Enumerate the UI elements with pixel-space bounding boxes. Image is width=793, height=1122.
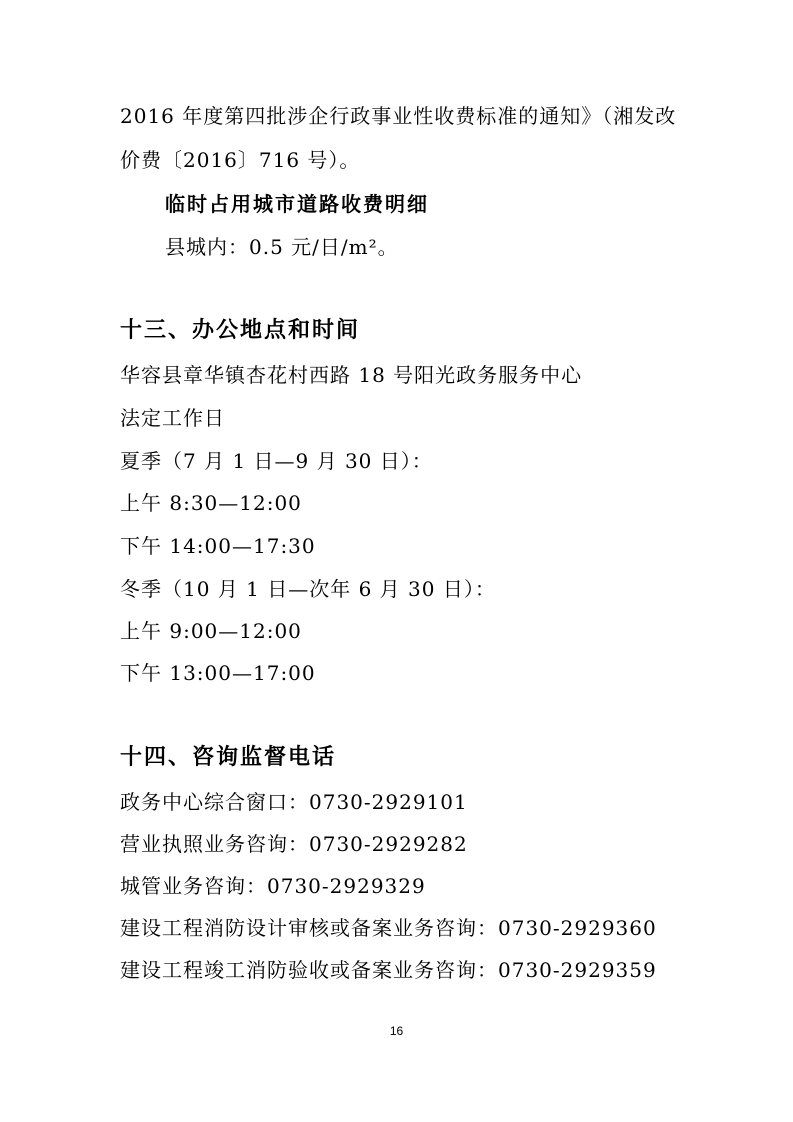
phone-line: 政务中心综合窗口：0730-2929101 [120, 790, 468, 814]
phone-line: 营业执照业务咨询：0730-2929282 [120, 832, 468, 856]
section-13-heading: 十三、办公地点和时间 [120, 318, 361, 343]
winter-afternoon-hours: 下午 13:00—17:00 [120, 661, 316, 685]
intro-line-2: 价费〔2016〕716 号）。 [120, 148, 361, 172]
fee-detail-item: 县城内：0.5 元/日/m²。 [165, 235, 399, 259]
phone-line: 建设工程消防设计审核或备案业务咨询：0730-2929360 [120, 916, 657, 940]
phone-line: 城管业务咨询：0730-2929329 [120, 874, 426, 898]
summer-afternoon-hours: 下午 14:00—17:30 [120, 534, 316, 558]
page-number: 16 [389, 1024, 404, 1038]
workday-label: 法定工作日 [120, 406, 225, 430]
intro-line-1: 2016 年度第四批涉企行政事业性收费标准的通知》（湘发改 [120, 104, 677, 128]
phone-line: 建设工程竣工消防验收或备案业务咨询：0730-2929359 [120, 958, 657, 982]
office-address: 华容县章华镇杏花村西路 18 号阳光政务服务中心 [120, 363, 583, 387]
winter-morning-hours: 上午 9:00—12:00 [120, 619, 302, 643]
summer-period: 夏季（7 月 1 日—9 月 30 日）： [120, 449, 433, 473]
fee-detail-title: 临时占用城市道路收费明细 [165, 192, 429, 216]
winter-period: 冬季（10 月 1 日—次年 6 月 30 日）： [120, 577, 496, 601]
section-14-heading: 十四、咨询监督电话 [120, 745, 337, 770]
summer-morning-hours: 上午 8:30—12:00 [120, 491, 302, 515]
